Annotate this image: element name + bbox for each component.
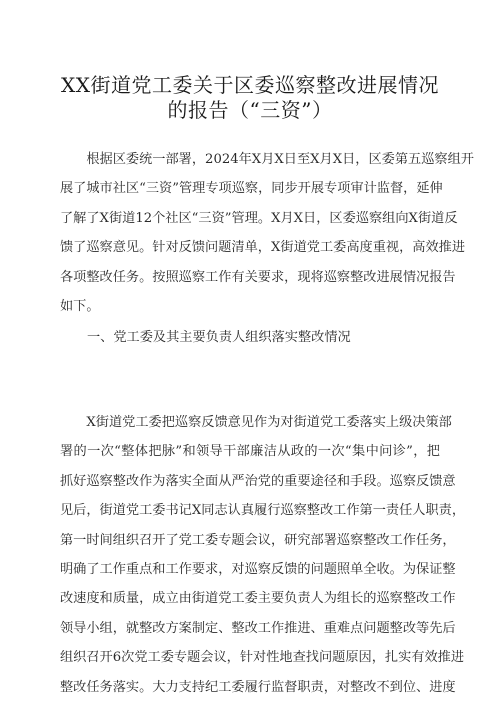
- body-line: X街道党工委把巡察反馈意见作为对街道党工委落实上级决策部: [60, 415, 452, 430]
- intro-line: 如下。: [60, 298, 100, 314]
- body-line: 见后，街道党工委书记X同志认真履行巡察整改工作第一责任人职责，: [60, 503, 466, 519]
- intro-line: 了解了X街道12个社区“三资”管理。X月X日，区委巡察组向X街道反: [60, 210, 458, 226]
- intro-line: 展了城市社区“三资”管理专项巡察，同步开展专项审计监督，延伸: [60, 181, 443, 197]
- document-title-line-1: XX街道党工委关于区委巡察整改进展情况: [61, 73, 439, 97]
- intro-line: 各项整改任务。按照巡察工作有关要求，现将巡察整改进展情况报告: [60, 269, 456, 285]
- document-title-line-2: 的报告（“三资”）: [167, 98, 333, 122]
- body-paragraph: [60, 408, 466, 702]
- section-heading: 一、党工委及其主要负责人组织落实整改情况: [87, 330, 351, 345]
- body-line: 抓好巡察整改作为落实全面从严治党的重要途径和手段。巡察反馈意: [60, 473, 456, 489]
- body-line: 署的一次“整体把脉”和领导干部廉洁从政的一次“集中问诊”，把: [60, 444, 440, 460]
- body-line: 组织召开6次党工委专题会议，针对性地查找问题原因，扎实有效推进: [60, 650, 465, 666]
- body-line: 领导小组，就整改方案制定、整改工作推进、重难点问题整改等先后: [60, 620, 456, 636]
- intro-line: 根据区委统一部署，2024年X月X日至X月X日，区委第五巡察组开: [60, 152, 474, 167]
- body-line: 整改任务落实。大力支持纪工委履行监督职责，对整改不到位、进度: [60, 679, 456, 695]
- body-line: 第一时间组织召开了党工委专题会议，研究部署巡察整改工作任务，: [60, 532, 456, 548]
- body-line: 明确了工作重点和工作要求，对巡察反馈的问题照单全收。为保证整: [60, 561, 456, 577]
- intro-line: 馈了巡察意见。针对反馈问题清单，X街道党工委高度重视，高效推进: [60, 240, 466, 256]
- intro-paragraph: [60, 145, 474, 321]
- body-line: 改速度和质量，成立由街道党工委主要负责人为组长的巡察整改工作: [60, 591, 456, 607]
